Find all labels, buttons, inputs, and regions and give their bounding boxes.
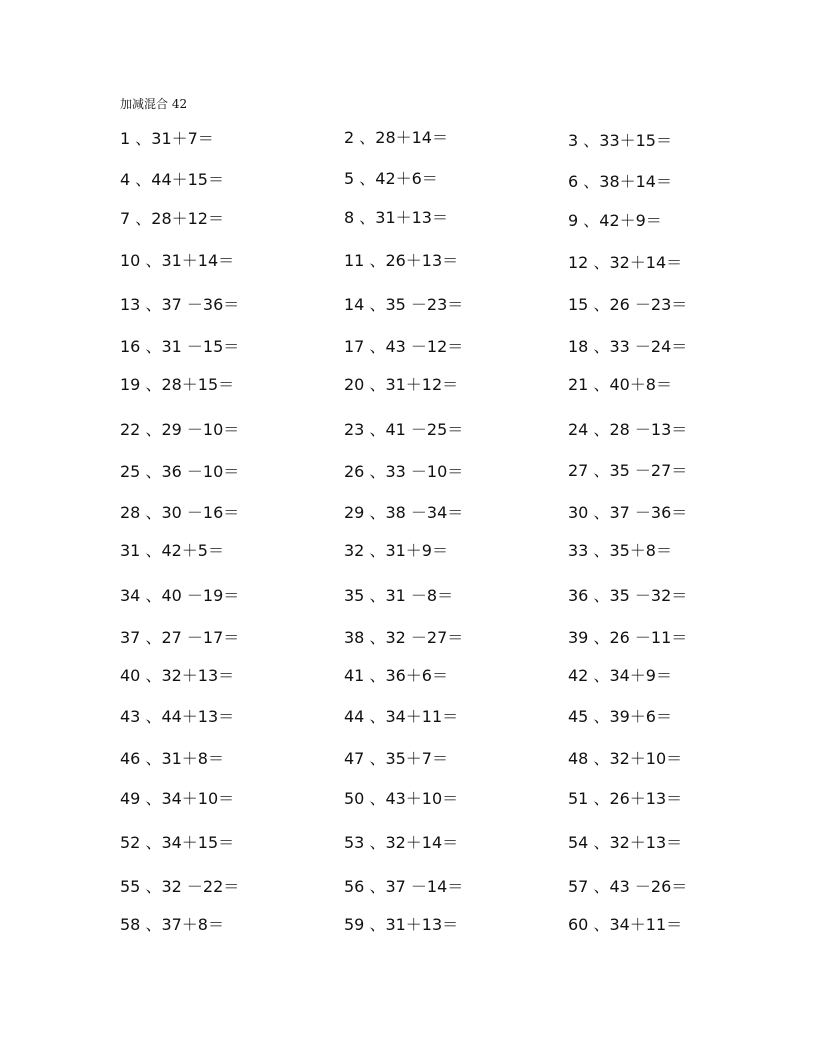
math-problem: 48 、32＋10＝ [568, 749, 683, 768]
math-problem: 12 、32＋14＝ [568, 253, 683, 272]
math-problem: 41 、36＋6＝ [344, 666, 448, 685]
math-problem: 39 、26 －11＝ [568, 628, 688, 647]
math-problem: 9 、42＋9＝ [568, 211, 662, 230]
math-problem: 19 、28＋15＝ [120, 375, 235, 394]
math-problem: 43 、44＋13＝ [120, 707, 235, 726]
math-problem: 5 、42＋6＝ [344, 169, 438, 188]
problem-row [120, 538, 720, 564]
math-problem: 47 、35＋7＝ [344, 749, 448, 768]
math-problem: 22 、29 －10＝ [120, 420, 240, 439]
math-problem: 20 、31＋12＝ [344, 375, 459, 394]
math-problem: 54 、32＋13＝ [568, 833, 683, 852]
math-problem: 11 、26＋13＝ [344, 251, 459, 270]
problem-row [120, 663, 720, 689]
problem-row [120, 459, 720, 485]
problem-row [120, 372, 720, 398]
math-problem: 35 、31 －8＝ [344, 586, 454, 605]
math-problem: 13 、37 －36＝ [120, 295, 240, 314]
problem-row [120, 334, 720, 360]
math-problem: 36 、35 －32＝ [568, 586, 688, 605]
math-problem: 42 、34＋9＝ [568, 666, 672, 685]
problem-row [120, 206, 720, 232]
math-problem: 25 、36 －10＝ [120, 462, 240, 481]
math-problem: 32 、31＋9＝ [344, 541, 448, 560]
math-problem: 44 、34＋11＝ [344, 707, 459, 726]
math-problem: 45 、39＋6＝ [568, 707, 672, 726]
math-problem: 38 、32 －27＝ [344, 628, 464, 647]
math-problem: 51 、26＋13＝ [568, 789, 683, 808]
math-problem: 59 、31＋13＝ [344, 915, 459, 934]
math-problem: 34 、40 －19＝ [120, 586, 240, 605]
math-problem: 28 、30 －16＝ [120, 503, 240, 522]
math-problem: 52 、34＋15＝ [120, 833, 235, 852]
problem-row [120, 704, 720, 730]
math-problem: 31 、42＋5＝ [120, 541, 224, 560]
math-problem: 6 、38＋14＝ [568, 172, 672, 191]
math-problem: 58 、37＋8＝ [120, 915, 224, 934]
math-problem: 37 、27 －17＝ [120, 628, 240, 647]
math-problem: 55 、32 －22＝ [120, 877, 240, 896]
math-problem: 40 、32＋13＝ [120, 666, 235, 685]
math-problem: 10 、31＋14＝ [120, 251, 235, 270]
math-problem: 18 、33 －24＝ [568, 337, 688, 356]
worksheet-title: 加减混合 42 [120, 97, 188, 111]
math-problem: 17 、43 －12＝ [344, 337, 464, 356]
math-problem: 15 、26 －23＝ [568, 295, 688, 314]
math-problem: 27 、35 －27＝ [568, 461, 688, 480]
problem-row [120, 912, 720, 938]
math-problem: 1 、31＋7＝ [120, 129, 214, 148]
math-problem: 49 、34＋10＝ [120, 789, 235, 808]
problem-row [120, 417, 720, 443]
problem-row [120, 625, 720, 651]
math-problem: 23 、41 －25＝ [344, 420, 464, 439]
problem-row [120, 126, 720, 152]
math-problem: 56 、37 －14＝ [344, 877, 464, 896]
math-problem: 7 、28＋12＝ [120, 209, 224, 228]
math-problem: 24 、28 －13＝ [568, 420, 688, 439]
math-problem: 30 、37 －36＝ [568, 503, 688, 522]
math-problem: 2 、28＋14＝ [344, 128, 448, 147]
math-problem: 57 、43 －26＝ [568, 877, 688, 896]
math-problem: 46 、31＋8＝ [120, 749, 224, 768]
math-problem: 26 、33 －10＝ [344, 462, 464, 481]
problem-row [120, 874, 720, 900]
problem-row [120, 830, 720, 856]
math-problem: 21 、40＋8＝ [568, 375, 672, 394]
math-problem: 29 、38 －34＝ [344, 503, 464, 522]
math-problem: 14 、35 －23＝ [344, 295, 464, 314]
problem-row [120, 292, 720, 318]
math-problem: 50 、43＋10＝ [344, 789, 459, 808]
math-problem: 8 、31＋13＝ [344, 208, 448, 227]
problem-row [120, 583, 720, 609]
problem-row [120, 248, 720, 274]
math-problem: 16 、31 －15＝ [120, 337, 240, 356]
math-problem: 60 、34＋11＝ [568, 915, 683, 934]
math-problem: 3 、33＋15＝ [568, 131, 672, 150]
math-problem: 53 、32＋14＝ [344, 833, 459, 852]
math-problem: 4 、44＋15＝ [120, 170, 224, 189]
problem-row [120, 500, 720, 526]
problem-row [120, 746, 720, 772]
problem-row [120, 167, 720, 193]
math-problem: 33 、35＋8＝ [568, 541, 672, 560]
problem-row [120, 786, 720, 812]
